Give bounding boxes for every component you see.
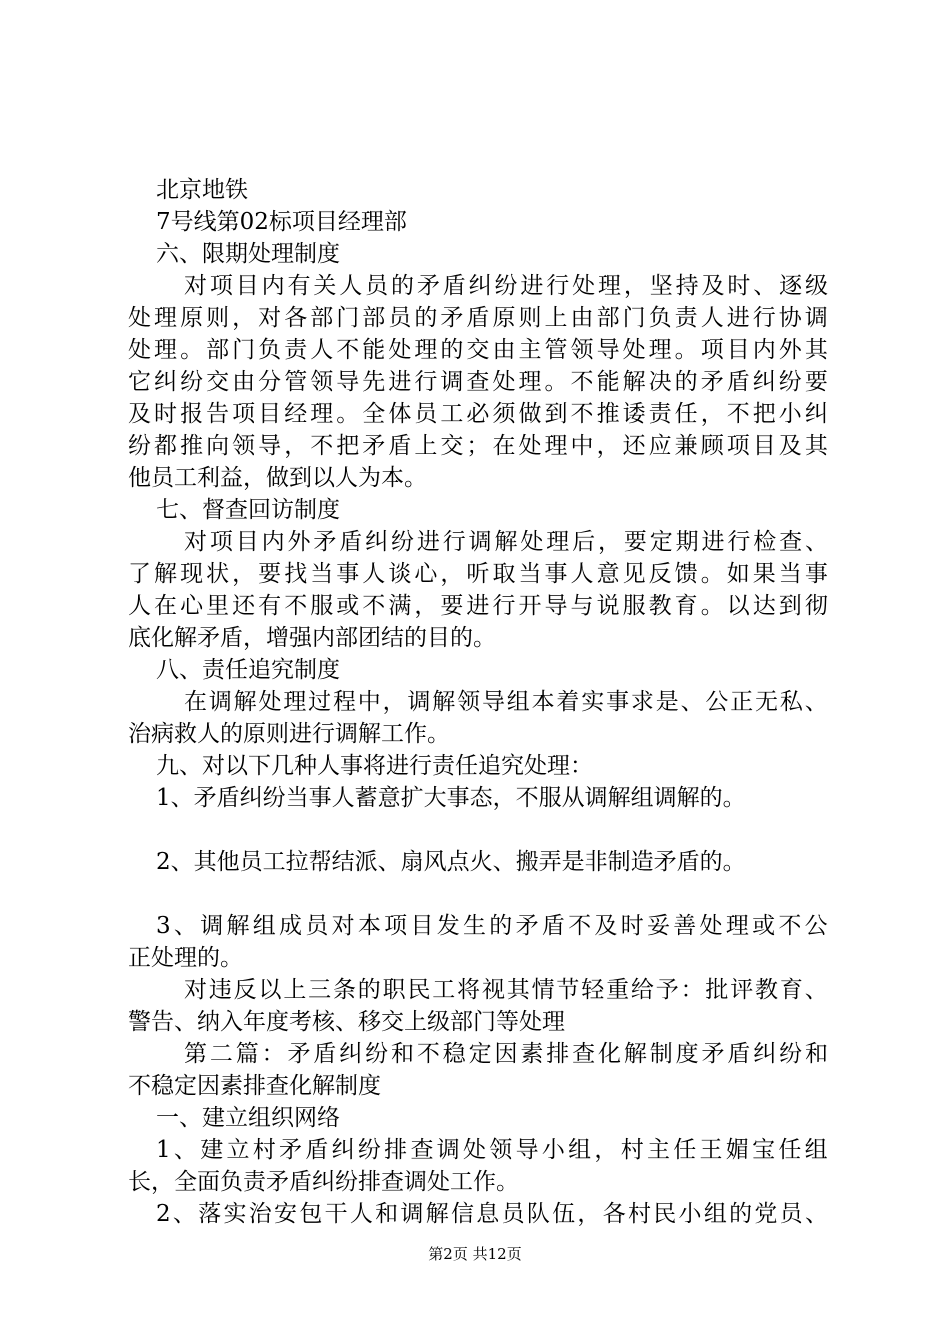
text-line: 六、限期处理制度 <box>156 241 340 267</box>
text-line: 九、对以下几种人事将进行责任追究处理： <box>156 753 593 779</box>
text-line: 在 调 解 处 理 过 程 中 ， 调 解 领 导 组 本 着 实 事 求 是 、 公 正 无 私 、 <box>184 689 828 715</box>
text-line: 它 纠 纷 交 由 分 管 领 导 先 进 行 调 查 处 理 。 不 能 解 决 的 矛 盾 纠 纷 要 <box>128 369 828 395</box>
text-line: 他员工利益，做到以人为本。 <box>128 465 427 491</box>
text-line: 处 理 原 则 ， 对 各 部 门 部 员 的 矛 盾 原 则 上 由 部 门 负 责 人 进 行 协 调 <box>128 305 828 331</box>
text-line: 对 违 反 以 上 三 条 的 职 民 工 将 视 其 情 节 轻 重 给 予 ： 批 评 教 育 、 <box>184 977 828 1003</box>
text-line: 正处理的。 <box>128 945 243 971</box>
text-line: 1 、 建 立 村 矛 盾 纠 纷 排 查 调 处 领 导 小 组 ， 村 主 任 王 媚 宝 任 组 <box>156 1137 828 1163</box>
text-line: 北京地铁 <box>156 177 248 203</box>
text-line: 了 解 现 状 ， 要 找 当 事 人 谈 心 ， 听 取 当 事 人 意 见 反 馈 。 如 果 当 事 <box>128 561 828 587</box>
text-line: 警告、纳入年度考核、移交上级部门等处理 <box>128 1009 565 1035</box>
text-line: 处 理 。 部 门 负 责 人 不 能 处 理 的 交 由 主 管 领 导 处 理 。 项 目 内 外 其 <box>128 337 828 363</box>
text-line: 3 、 调 解 组 成 员 对 本 项 目 发 生 的 矛 盾 不 及 时 妥 善 处 理 或 不 公 <box>156 913 828 939</box>
text-line: 纷 都 推 向 领 导 ， 不 把 矛 盾 上 交 ； 在 处 理 中 ， 还 应 兼 顾 项 目 及 其 <box>128 433 828 459</box>
text-line: 7号线第02标项目经理部 <box>156 209 407 235</box>
text-line: 八、责任追究制度 <box>156 657 340 683</box>
text-line: 治病救人的原则进行调解工作。 <box>128 721 450 747</box>
text-line: 不稳定因素排查化解制度 <box>128 1073 381 1099</box>
text-line: 底化解矛盾，增强内部团结的目的。 <box>128 625 496 651</box>
text-line: 2 、 落 实 治 安 包 干 人 和 调 解 信 息 员 队 伍 ， 各 村 民 小 组 的 党 员 、 <box>156 1201 828 1227</box>
text-line: 对 项 目 内 外 矛 盾 纠 纷 进 行 调 解 处 理 后 ， 要 定 期 进 行 检 查 、 <box>184 529 828 555</box>
text-line: 对 项 目 内 有 关 人 员 的 矛 盾 纠 纷 进 行 处 理 ， 坚 持 及 时 、 逐 级 <box>184 273 828 299</box>
text-line: 人 在 心 里 还 有 不 服 或 不 满 ， 要 进 行 开 导 与 说 服 教 育 。 以 达 到 彻 <box>128 593 828 619</box>
text-line: 及 时 报 告 项 目 经 理 。 全 体 员 工 必 须 做 到 不 推 诿 责 任 ， 不 把 小 纠 <box>128 401 828 427</box>
page-footer: 第2页 共12页 <box>428 1245 522 1263</box>
text-line: 七、督查回访制度 <box>156 497 340 523</box>
text-line: 长，全面负责矛盾纠纷排查调处工作。 <box>128 1169 519 1195</box>
text-line: 一、建立组织网络 <box>156 1105 340 1131</box>
text-line: 2、其他员工拉帮结派、扇风点火、搬弄是非制造矛盾的。 <box>156 849 746 875</box>
text-line: 第 二 篇 ： 矛 盾 纠 纷 和 不 稳 定 因 素 排 查 化 解 制 度 矛 盾 纠 纷 和 <box>184 1041 828 1067</box>
text-line: 1、矛盾纠纷当事人蓄意扩大事态，不服从调解组调解的。 <box>156 785 746 811</box>
